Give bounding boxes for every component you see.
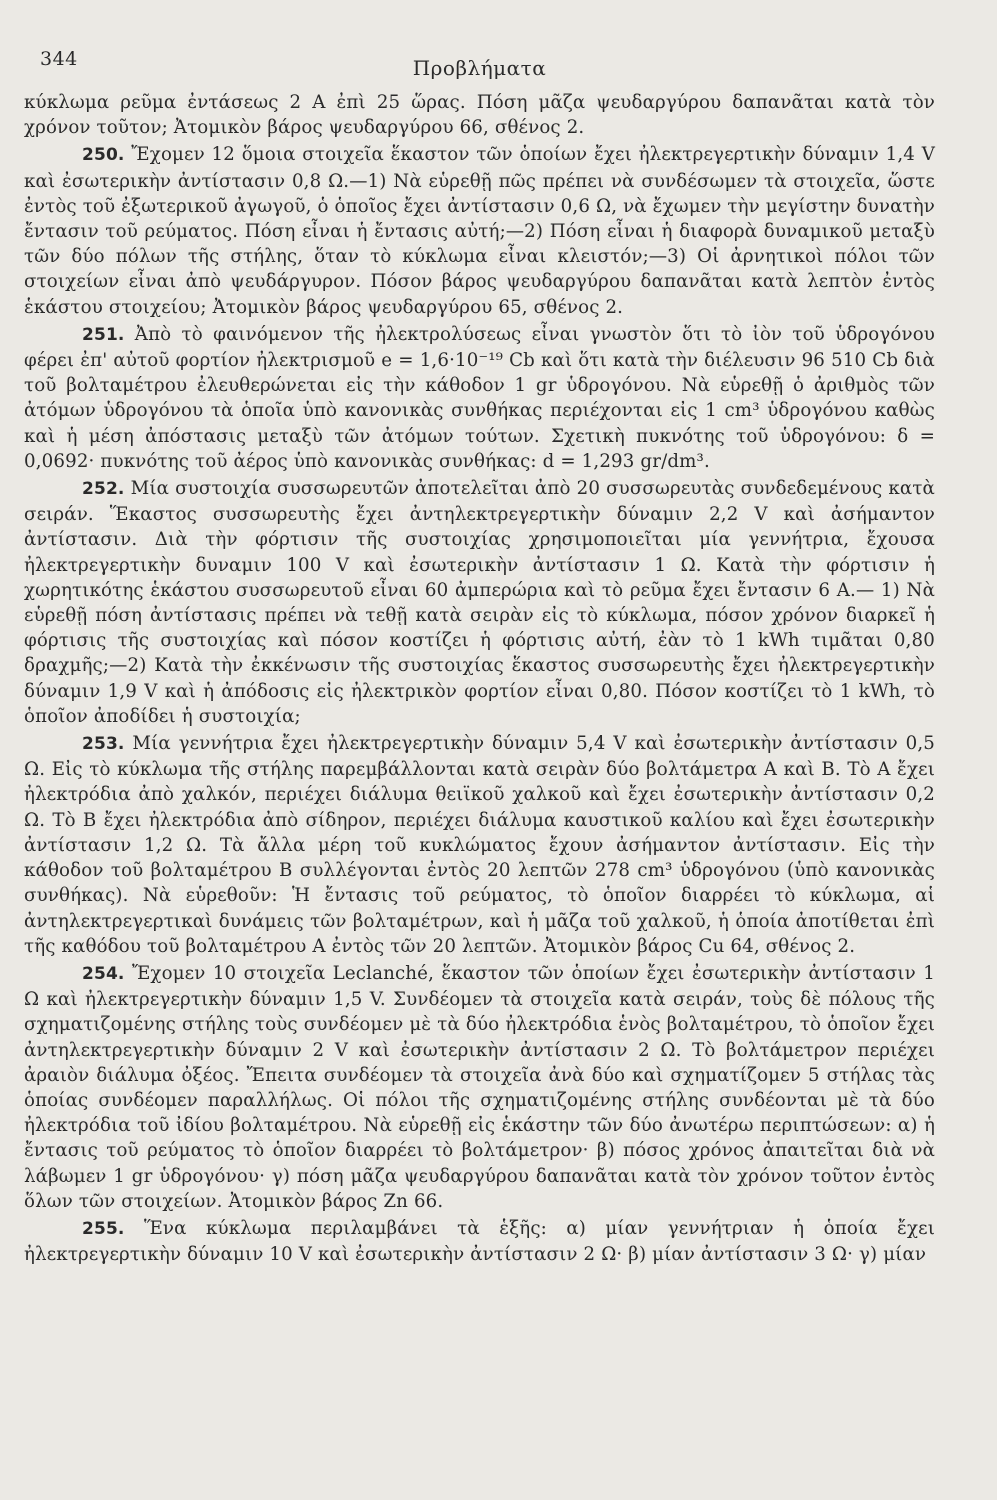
problem-text: Ἕνα κύκλωμα περιλαμβάνει τὰ ἑξῆς: α) μίαν γεννήτριαν ἡ ὁποία ἔχει ἠλεκτρεγερτικὴν δύναμιν 10 V καὶ ἐσωτερικὴν ἀντίστασιν 2 Ω· β) μίαν ἀντίστασιν 3 Ω· γ) μίαν: [24, 1217, 935, 1266]
problem-number: 250.: [82, 145, 125, 166]
page-body: [24, 90, 935, 1267]
problem-number: 253.: [82, 734, 125, 755]
problem-252: [24, 476, 935, 729]
problem-text: Μία γεννήτρια ἔχει ἠλεκτρεγερτικὴν δύναμιν 5,4 V καὶ ἐσωτερικὴν ἀντίστασιν 0,5 Ω. Εἰς τὸ κύκλωμα τῆς στήλης παρεμβάλλονται κατὰ σειρὰν δύο βολτάμετρα Α καὶ Β. Τὸ Α ἔχει ἠλεκτρόδια ἀπὸ χαλκόν, περιέχει διάλυμα θειϊκοῦ χαλκοῦ καὶ ἔχει ἐσωτερικὴν ἀντίστασιν 0,2 Ω. Τὸ Β ἔχει ἠλεκτρόδια ἀπὸ σίδηρον, περιέχει διάλυμα καυστικοῦ καλίου καὶ ἔχει ἐσωτερικὴν ἀντίστασιν 1,2 Ω. Τὰ ἄλλα μέρη τοῦ κυκλώματος ἔχουν ἀσήμαντον ἀντίστασιν. Εἰς τὴν κάθοδον τοῦ βολταμέτρου Β συλλέγονται ἐντὸς 20 λεπτῶν 278 cm³ ὑδρογόνου (ὑπὸ κανονικὰς συνθήκας). Νὰ εὑρεθοῦν: Ἡ ἔντασις τοῦ ρεύματος, τὸ ὁποῖον διαρρέει τὸ κύκλωμα, αἱ ἀντηλεκτρεγερτικαὶ δυνάμεις τῶν βολταμέτρων, καὶ ἡ μᾶζα τοῦ χαλκοῦ, ἡ ὁποία ἀποτίθεται ἐπὶ τῆς καθόδου τοῦ βολταμέτρου Α ἐντὸς τῶν 20 λεπτῶν. Ἀτομικὸν βάρος Cu 64, σθένος 2.: [24, 733, 935, 957]
problem-number: 254.: [82, 963, 125, 984]
problem-number: 252.: [82, 479, 125, 500]
problem-251: [24, 322, 935, 474]
problem-text: Ἀπὸ τὸ φαινόμενον τῆς ἠλεκτρολύσεως εἶναι γνωστὸν ὅτι τὸ ἰὸν τοῦ ὑδρογόνου φέρει ἐπ' αὐτοῦ φορτίον ἠλεκτρισμοῦ e = 1,6·10⁻¹⁹ Cb καὶ ὅτι κατὰ τὴν διέλευσιν 96 510 Cb διὰ τοῦ βολταμέτρου ἐλευθερώνεται εἰς τὴν κάθοδον 1 gr ὑδρογόνου. Νὰ εὑρεθῇ ὁ ἀριθμὸς τῶν ἀτόμων ὑδρογόνου τὰ ὁποῖα ὑπὸ κανονικὰς συνθήκας περιέχονται εἰς 1 cm³ ὑδρογόνου καθὼς καὶ ἡ μέση ἀπόστασις μεταξὺ τῶν ἀτόμων τούτων. Σχετικὴ πυκνότης τοῦ ὑδρογόνου: δ = 0,0692· πυκνότης τοῦ ἀέρος ὑπὸ κανονικὰς συνθήκας: d = 1,293 gr/dm³.: [24, 323, 936, 472]
problem-text: Ἔχομεν 12 ὅμοια στοιχεῖα ἕκαστον τῶν ὁποίων ἔχει ἠλεκτρεγερτικὴν δύναμιν 1,4 V καὶ ἐσωτερικὴν ἀντίστασιν 0,8 Ω.—1) Νὰ εὑρεθῇ πῶς πρέπει νὰ συνδέσωμεν τὰ στοιχεῖα, ὥστε ἐντὸς τοῦ ἐξωτερικοῦ ἀγωγοῦ, ὁ ὁποῖος ἔχει ἀντίστασιν 0,6 Ω, νὰ ἔχωμεν τὴν μεγίστην δυνατὴν ἔντασιν τοῦ ρεύματος. Πόση εἶναι ἡ ἔντασις αὐτή;—2) Πόση εἶναι ἡ διαφορὰ δυναμικοῦ μεταξὺ τῶν δύο πόλων τῆς στήλης, ὅταν τὸ κύκλωμα εἶναι κλειστόν;—3) Οἱ ἀρνητικοὶ πόλοι τῶν στοιχείων εἶναι ἀπὸ ψευδάργυρον. Πόσον βάρος ψευδαργύρου δαπανᾶται κατὰ λεπτὸν ἐντὸς ἑκάστου στοιχείου; Ἀτομικὸν βάρος ψευδαργύρου 65, σθένος 2.: [24, 144, 935, 318]
running-title: Προβλήματα: [412, 56, 547, 80]
problem-255: [24, 1216, 935, 1267]
problem-text: Ἔχομεν 10 στοιχεῖα Leclanché, ἕκαστον τῶν ὁποίων ἔχει ἐσωτερικὴν ἀντίστασιν 1 Ω καὶ ἠλεκτρεγερτικὴν δύναμιν 1,5 V. Συνδέομεν τὰ στοιχεῖα κατὰ σειράν, τοὺς δὲ πόλους τῆς σχηματιζομένης στήλης τοὺς συνδέομεν μὲ τὰ δύο ἠλεκτρόδια ἑνὸς βολταμέτρου, τὸ ὁποῖον ἔχει ἀντηλεκτρεγερτικὴν δύναμιν 2 V καὶ ἐσωτερικὴν ἀντίστασιν 2 Ω. Τὸ βολτάμετρον περιέχει ἀραιὸν διάλυμα ὀξέος. Ἔπειτα συνδέομεν τὰ στοιχεῖα ἀνὰ δύο καὶ σχηματίζομεν 5 στήλας τὰς ὁποίας συνδέομεν παραλλήλως. Οἱ πόλοι τῆς σχηματιζομένης στήλης συνδέονται μὲ τὰ δύο ἠλεκτρόδια τοῦ ἰδίου βολταμέτρου. Νὰ εὑρεθῇ εἰς ἑκάστην τῶν δύο ἀνωτέρω περιπτώσεων: α) ἡ ἔντασις τοῦ ρεύματος τὸ ὁποῖον διαρρέει τὸ βολτάμετρον· β) πόσος χρόνος ἀπαιτεῖται διὰ νὰ λάβωμεν 1 gr ὑδρογόνου· γ) πόση μᾶζα ψευδαργύρου δαπανᾶται κατὰ τὸν χρόνον τοῦτον ἐντὸς ὅλων τῶν στοιχείων. Ἀτομικὸν βάρος Zn 66.: [24, 962, 935, 1212]
problem-253: [24, 731, 935, 959]
problem-number: 255.: [82, 1218, 125, 1239]
continued-paragraph: [24, 90, 935, 140]
problem-250: [24, 142, 935, 319]
problem-254: [24, 961, 935, 1214]
page-number: 344: [40, 48, 78, 70]
problem-text: Μία συστοιχία συσσωρευτῶν ἀποτελεῖται ἀπὸ 20 συσσωρευτὰς συνδεδεμένους κατὰ σειράν. Ἕκαστος συσσωρευτὴς ἔχει ἀντηλεκτρεγερτικὴν δύναμιν 2,2 V καὶ ἀσήμαντον ἀντίστασιν. Διὰ τὴν φόρτισιν τῆς συστοιχίας χρησιμοποιεῖται μία γεννήτρια, ἔχουσα ἠλεκτρεγερτικὴν δυναμιν 100 V καὶ ἐσωτερικὴν ἀντίστασιν 1 Ω. Κατὰ τὴν φόρτισιν ἡ χωρητικότης ἑκάστου συσσωρευτοῦ εἶναι 60 ἀμπερώρια καὶ τὸ ρεῦμα ἔχει ἔντασιν 6 Α.— 1) Νὰ εὑρεθῇ πόση ἀντίστασις πρέπει νὰ τεθῇ κατὰ σειρὰν εἰς τὸ κύκλωμα, πόσον χρόνον διαρκεῖ ἡ φόρτισις τῆς συστοιχίας καὶ πόσον κοστίζει ἡ φόρτισις αὐτή, ἐὰν τὸ 1 kWh τιμᾶται 0,80 δραχμῆς;—2) Κατὰ τὴν ἐκκένωσιν τῆς συστοιχίας ἕκαστος συσσωρευτὴς ἔχει ἠλεκτρεγερτικὴν δύναμιν 1,9 V καὶ ἡ ἀπόδοσις εἰς ἠλεκτρικὸν φορτίον εἶναι 0,80. Πόσον κοστίζει τὸ 1 kWh, τὸ ὁποῖον ἀποδίδει ἡ συστοιχία;: [24, 478, 935, 727]
problem-number: 251.: [82, 324, 125, 345]
paragraph-text: κύκλωμα ρεῦμα ἐντάσεως 2 Α ἐπὶ 25 ὥρας. Πόση μᾶζα ψευδαργύρου δαπανᾶται κατὰ τὸν χρόνον τοῦτον; Ἀτομικὸν βάρος ψευδαργύρου 66, σθένος 2.: [24, 92, 935, 139]
page-header: [24, 44, 935, 84]
